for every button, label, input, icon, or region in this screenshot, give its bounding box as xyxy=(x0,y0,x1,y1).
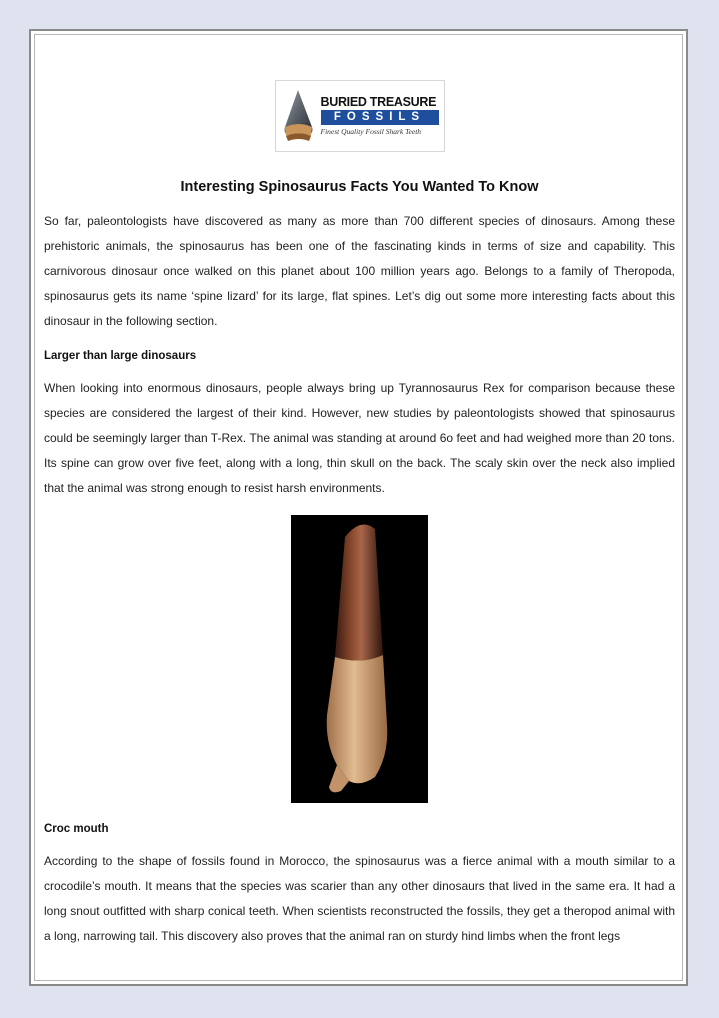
tooth-image xyxy=(291,515,428,803)
logo-title: BURIED TREASURE xyxy=(320,95,437,109)
article-title: Interesting Spinosaurus Facts You Wanted To Know xyxy=(180,179,539,195)
section-heading-croc: Croc mouth xyxy=(44,823,109,835)
logo-tagline: Finest Quality Fossil Shark Teeth xyxy=(320,127,422,136)
section-body-larger: When looking into enormous dinosaurs, people always bring up Tyrannosaurus Rex for comparison because these species are considered the largest of their kind. However, new studies by paleontologists showed that spinosaurus could be seemingly larger than T-Rex. The animal was standing at around 6o feet and had weighed more than 20 tons. Its spine can grow over five feet, along with a long, thin skull on the back. The scaly skin over the neck also implied that the animal was strong enough to resist harsh environments. xyxy=(44,381,675,495)
shark-tooth-logo-icon xyxy=(281,87,317,145)
spinosaurus-tooth-photo xyxy=(291,515,428,803)
section-body-croc: According to the shape of fossils found in Morocco, the spinosaurus was a fierce animal with a mouth similar to a crocodile’s mouth. It means that the species was scarier than any other dinosaurs that lived in the same era. It had a long snout outfitted with sharp conical teeth. When scientists reconstructed the fossils, they get a theropod animal with a long, narrowing tail. This discovery also proves that the animal ran on sturdy hind limbs when the front legs xyxy=(44,854,675,943)
brand-logo xyxy=(275,80,445,152)
intro-paragraph: So far, paleontologists have discovered as many as more than 700 different species of dinosaurs. Among these prehistoric animals, the spinosaurus has been one of the fascinating kinds in terms of size and capability. This carnivorous dinosaur once walked on this planet about 100 million years ago. Belongs to a family of Theropoda, spinosaurus gets its name ‘spine lizard’ for its large, flat spines. Let’s dig out some more interesting facts about this dinosaur in the following section. xyxy=(44,214,675,328)
document-page xyxy=(29,29,688,986)
page-content xyxy=(44,80,675,949)
section-heading-larger: Larger than large dinosaurs xyxy=(44,350,197,362)
logo-subtitle: FOSSILS xyxy=(321,110,439,125)
